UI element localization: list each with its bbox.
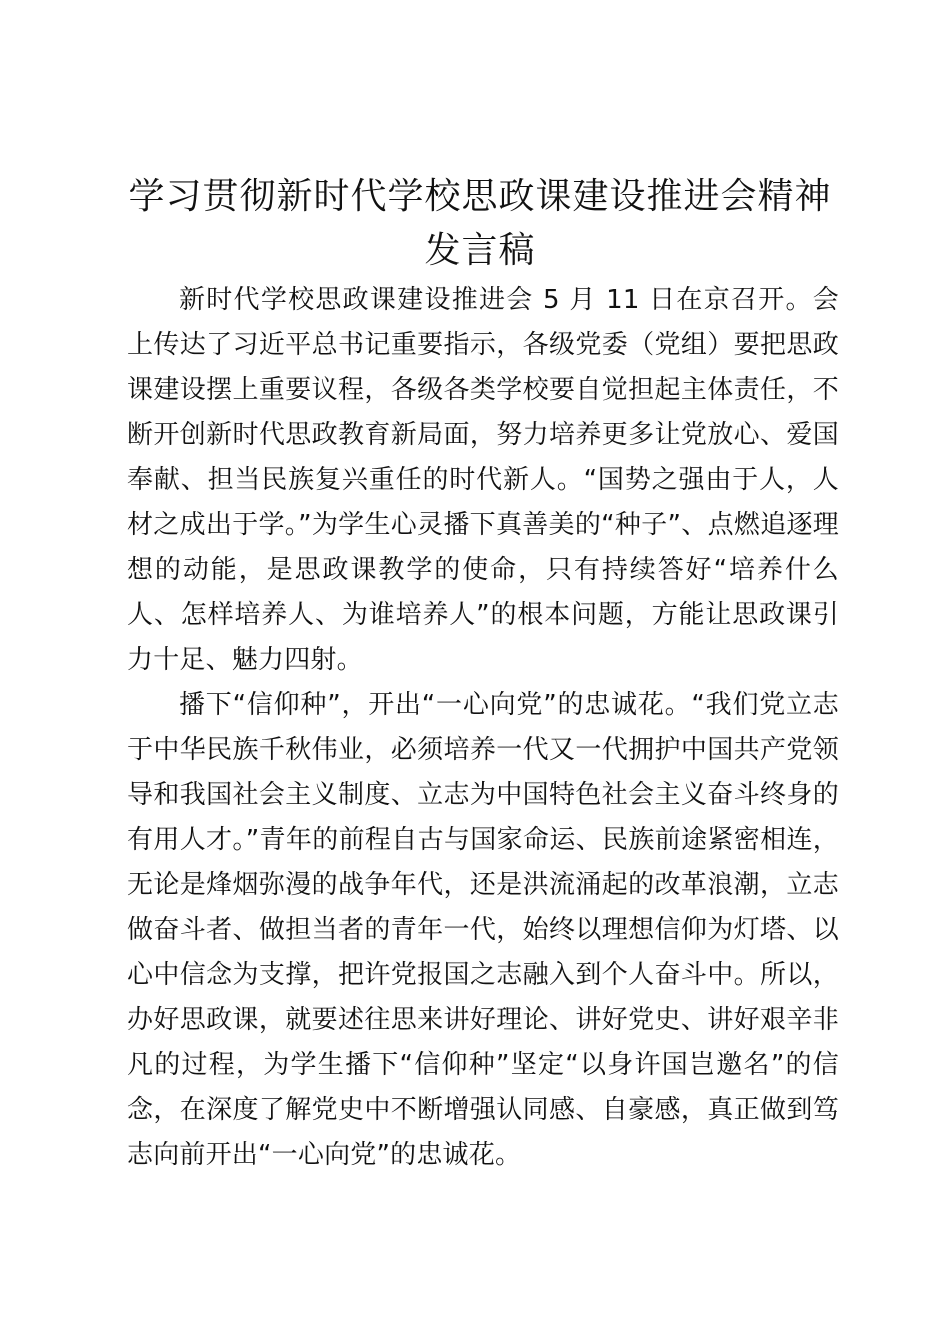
paragraph-1: 新时代学校思政课建设推进会 5 月 11 日在京召开。会上传达了习近平总书记重要指示，各级党委（党组）要把思政课建设摆上重要议程，各级各类学校要自觉担起主体责任，不断开创新时代思政教育新局面，努力培养更多让党放心、爱国奉献、担当民族复兴重任的时代新人。“国势之强由于人，人材之成出于学。”为学生心灵播下真善美的“种子”、点燃追逐理想的动能，是思政课教学的使命，只有持续答好“培养什么人、怎样培养人、为谁培养人”的根本问题，方能让思政课引力十足、魅力四射。: [127, 285, 839, 675]
paragraph-2: 播下“信仰种”，开出“一心向党”的忠诚花。“我们党立志于中华民族千秋伟业，必须培养一代又一代拥护中国共产党领导和我国社会主义制度、立志为中国特色社会主义奋斗终身的有用人才。”青年的前程自古与国家命运、民族前途紧密相连，无论是烽烟弥漫的战争年代，还是洪流涌起的改革浪潮，立志做奋斗者、做担当者的青年一代，始终以理想信仰为灯塔、以心中信念为支撑，把许党报国之志融入到个人奋斗中。所以，办好思政课，就要述往思来讲好理论、讲好党史、讲好艰辛非凡的过程，为学生播下“信仰种”坚定“以身许国岂邀名”的信念，在深度了解党史中不断增强认同感、自豪感，真正做到笃志向前开出“一心向党”的忠诚花。: [127, 690, 839, 1170]
document-body: [127, 278, 839, 1178]
document-title: 学习贯彻新时代学校思政课建设推进会精神发言稿: [128, 176, 832, 271]
